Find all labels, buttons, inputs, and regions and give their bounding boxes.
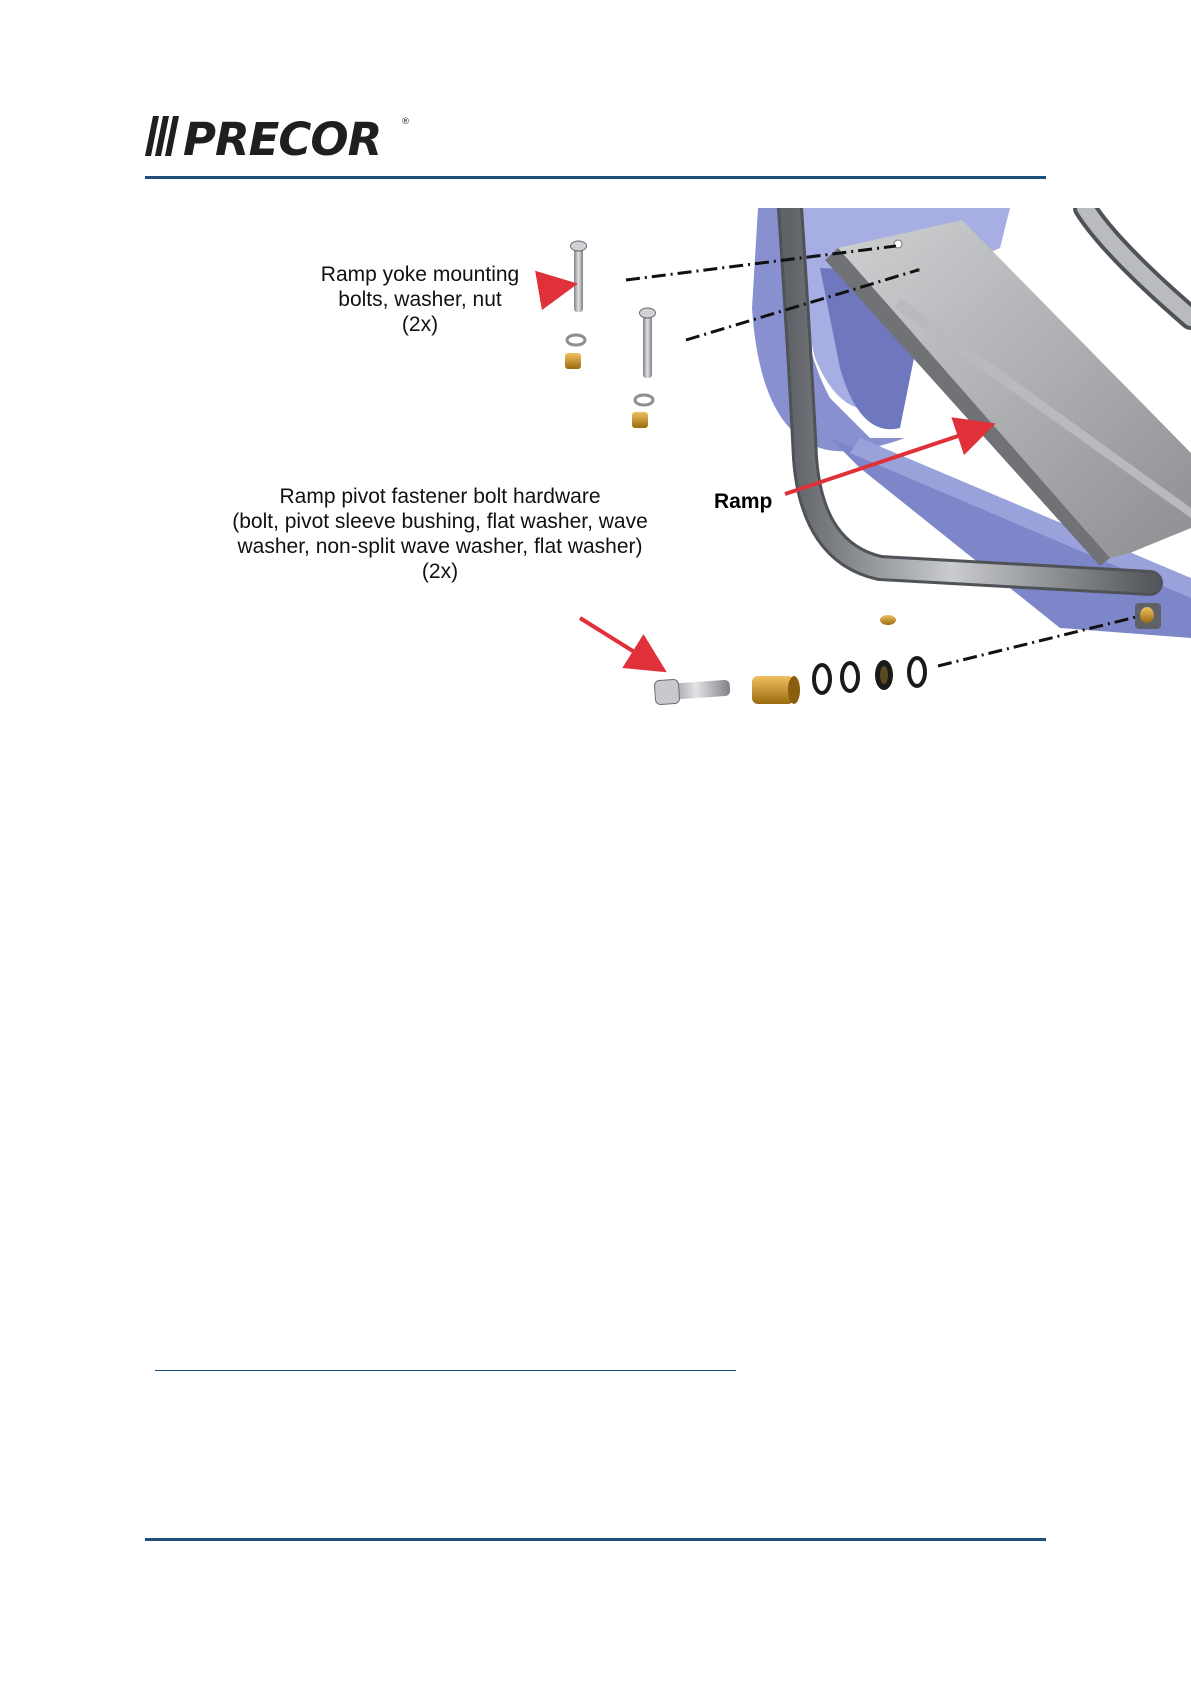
yoke-bolt-2 [640,308,656,378]
nut-underside [880,615,896,625]
ramp-callout: Ramp [714,490,773,513]
yoke-bolt-1 [571,241,587,312]
footnote-separator [155,1370,736,1371]
flat-washer-2 [909,658,925,686]
ramp-hardware-figure [0,208,1191,728]
wave-washer [842,663,858,691]
pivot-sleeve-bushing [752,676,800,704]
yoke-nut-1 [565,353,581,369]
pivot-bolt [654,679,730,705]
exploded-diagram [0,208,1191,728]
logo-stripes-icon [145,116,179,156]
yoke-bolts-callout: Ramp yoke mounting bolts, washer, nut (2x) [320,263,520,336]
footer-rule [145,1538,1046,1541]
logo-wordmark: PRECOR [183,113,382,162]
header-rule [145,176,1046,179]
flat-washer-1 [814,665,830,693]
yoke-nut-2 [632,412,648,428]
pivot-nut [1140,607,1154,623]
precor-logo [145,112,415,162]
yoke-washer-2 [635,395,653,405]
pivot-hardware-callout: Ramp pivot fastener bolt hardware (bolt, pivot sleeve bushing, flat washer, wave washer, non-split wave washer, flat washer) (2x) [232,485,648,583]
registered-mark: ® [401,117,410,127]
